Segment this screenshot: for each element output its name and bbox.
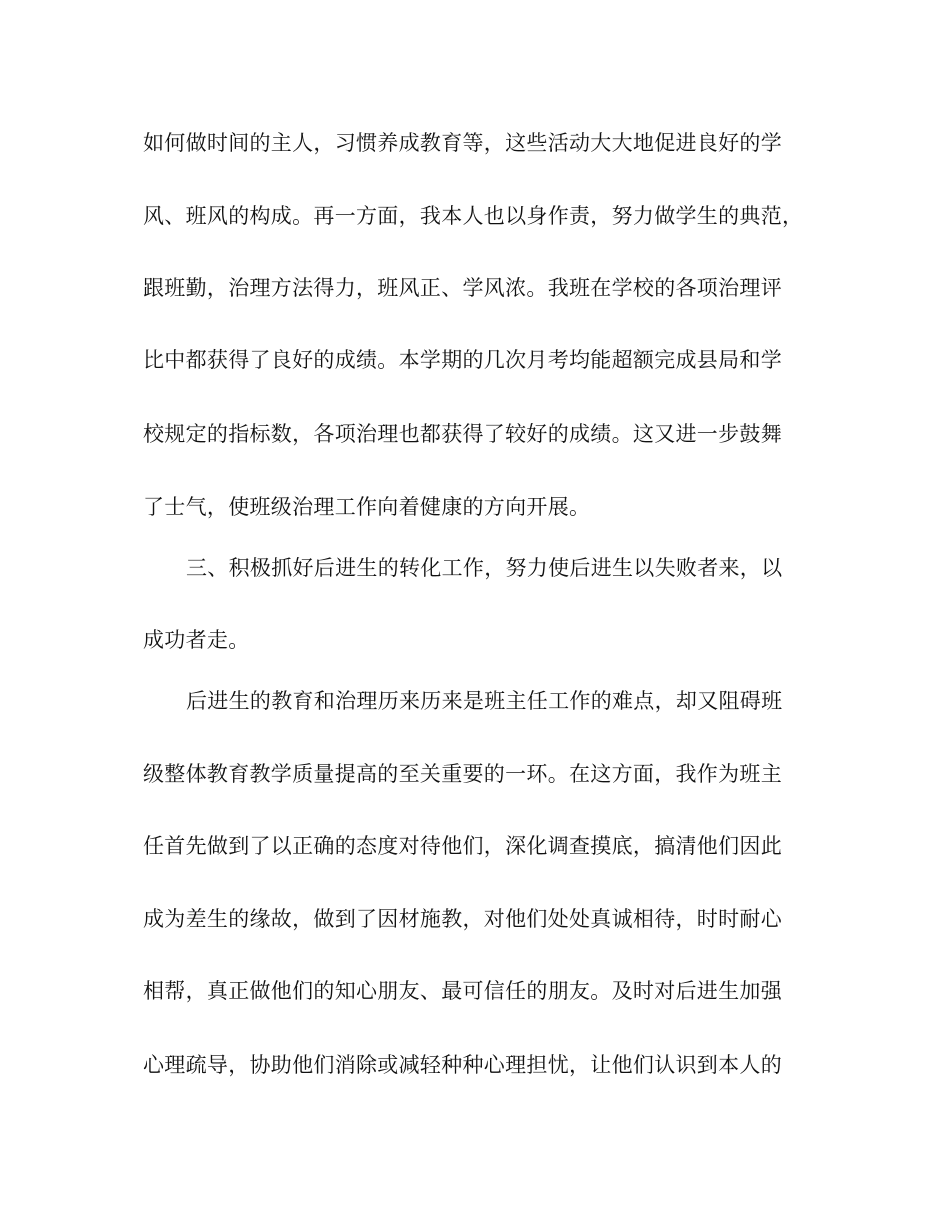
text-line: 了士气，使班级治理工作向着健康的方向开展。 (143, 495, 591, 519)
text-line: 比中都获得了良好的成绩。本学期的几次月考均能超额完成县局和学 (143, 348, 782, 372)
text-line: 相帮，真正做他们的知心朋友、最可信任的朋友。及时对后进生加强 (143, 979, 782, 1003)
text-line: 心理疏导，协助他们消除或减轻种种心理担忧，让他们认识到本人的 (143, 1053, 782, 1077)
text-line: 级整体教育教学质量提高的至关重要的一环。在这方面，我作为班主 (143, 762, 782, 786)
text-line: 任首先做到了以正确的态度对待他们，深化调查摸底，搞清他们因此 (143, 834, 782, 858)
text-line: 成为差生的缘故，做到了因材施教，对他们处处真诚相待，时时耐心 (143, 907, 782, 931)
section-heading: 三、积极抓好后进生的转化工作，努力使后进生以失败者来，以 (186, 556, 783, 580)
text-line: 风、班风的构成。再一方面，我本人也以身作责，努力做学生的典范， (143, 204, 804, 228)
text-line: 成功者走。 (143, 628, 250, 652)
text-line: 如何做时间的主人，习惯养成教育等，这些活动大大地促进良好的学 (143, 131, 782, 155)
text-line: 校规定的指标数，各项治理也都获得了较好的成绩。这又进一步鼓舞 (143, 422, 782, 446)
paragraph-first-line: 后进生的教育和治理历来历来是班主任工作的难点，却又阻碍班 (186, 689, 783, 713)
text-line: 跟班勤，治理方法得力，班风正、学风浓。我班在学校的各项治理评 (143, 276, 782, 300)
